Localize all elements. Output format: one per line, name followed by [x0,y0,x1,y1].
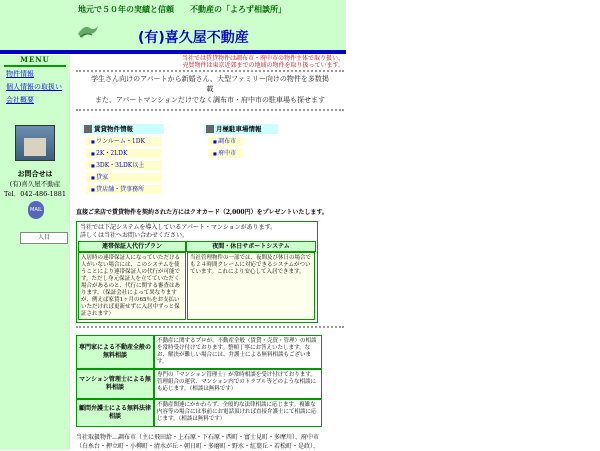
sidebar-link-properties[interactable]: 物件情報 [6,70,34,78]
wing-logo-icon [76,22,100,42]
system-intro-line-1: 当社では下記システムを導入しているアパート・マンションがあります。 [80,224,277,231]
rental-link-1r[interactable]: ■ ワンルーム・1DK [86,137,161,146]
notice [76,55,344,69]
service-2-title: マンション管理士による無料相談 [76,369,154,399]
tagline: 地元で５０年の実績と信頼 不動産の「よろず相談所」 [78,4,286,14]
rental-link-house[interactable]: ■ 貸家 [86,173,161,182]
sidebar [0,55,70,450]
service-area-line-2: （白糸台・押立町・小柳町・清水が丘・朝日町・多磨町・野水・紅葉丘・若松町・是政）、 [76,443,320,450]
parking-link-fuchu[interactable]: ■ 府中市 [208,149,243,158]
notice-line-2: 売買物件は東京近郊までの地域の物件を取り扱っています。 [182,62,344,69]
menu-title: MENU [4,55,66,67]
header-bar [0,0,346,20]
service-3-body: 不動産関連にかかわらず、全般的な法律相談に応じます。複雑な内容等の場合には事前にお電話頂ければ直接弁護士にて相談に応じます。（相談は無料です） [154,399,322,427]
system-intro-line-2: 詳しくは当社へお問い合わせください。 [80,231,189,239]
divider [76,70,344,72]
sidebar-link-company[interactable]: 会社概要 [6,96,34,104]
contact-name: (有)喜久屋不動産 [9,180,61,188]
divider [76,109,344,111]
intro-line-1: 学生さん向けのアパートから新婚さん、大型ファミリー向けの物件を多数掲 [91,75,329,83]
intro-line-2: 載 [206,85,214,93]
divider [76,326,344,328]
sidebar-link-privacy[interactable]: 個人情報の取扱い [6,83,62,91]
campaign-text: 直接ご来店で賃貸物件を契約された方にはクオカード（2,000円）をプレゼントいたします。 [76,209,328,216]
guarantor-plan-title: 連帯保証人代行プラン [78,241,186,252]
parking-section-title: 月極駐車場情報 [204,124,278,134]
rental-link-3dk[interactable]: ■ 3DK・3LDK以上 [86,161,161,170]
intro-line-3: また、アパートマンションだけでなく調布市・府中市の駐車場も探せます [94,96,326,104]
service-2-body: 専門の「マンション管理士」が常時相談を受け付けております。管理組合の運営、マンション内でのトラブル等どのような相談にも応じます。（相談は無料です） [154,369,322,399]
guarantor-plan-body: 入居時の連帯保証人になっていただける人がいない場合には、このシステムを使うことにより連帯保証人の代行が可能です。ただし身元保証人を立てていただく場合があるのと、代行に関する審査はあります。（保証会社によって異なりますが、例えば家賃1ヶ月の65％をお支払いいただければ更新せずに入居中ずっと保証されます） [78,252,186,320]
service-3-title: 顧問弁護士による無料法律相談 [76,399,154,427]
mail-button[interactable]: MAIL [28,201,44,219]
support-system-body: 当社管理物件の一部では、夜間及び休日の場合でも２４時間クレームに対応できるシステムがついています。これにより安心して入居できます。 [187,252,315,320]
rental-link-2k[interactable]: ■ 2K・2LDK [86,149,161,158]
rental-link-shop[interactable]: ■ 貸店舗・貸事務所 [86,185,161,194]
rental-section-title: 賃貸物件情報 [82,124,164,134]
company-name: (有)喜久屋不動産 [138,30,249,46]
parking-link-chofu[interactable]: ■ 調布市 [208,137,243,146]
service-1-title: 専門家による不動産全般の無料相談 [76,335,154,369]
visitor-counter-badge: 人目 [20,232,68,244]
contact-title: お問合せは [17,169,53,178]
notice-line-1: 当社では賃貸物件は調布市・府中市の物件主体で取り扱い、 [181,55,344,62]
service-1-body: 不動産に関するプロが、不動産全般（賃貸・売買・管理）の相談を常時受け付けております。整頓丁寧にお答えいたします。なお、解決が難しい場合には、弁護士による無料相談もございます。 [154,335,322,369]
storefront-photo [15,125,55,161]
service-area-line-1: 当社取扱物件…調布市（主に飛田給・上石原・下石原・西町・富士見町・多摩川）、府中市 [76,434,320,441]
support-system-title: 夜間・休日サポートシステム [186,241,316,252]
system-box [76,221,318,323]
contact-tel: Tel．042-486-1881 [3,190,66,198]
